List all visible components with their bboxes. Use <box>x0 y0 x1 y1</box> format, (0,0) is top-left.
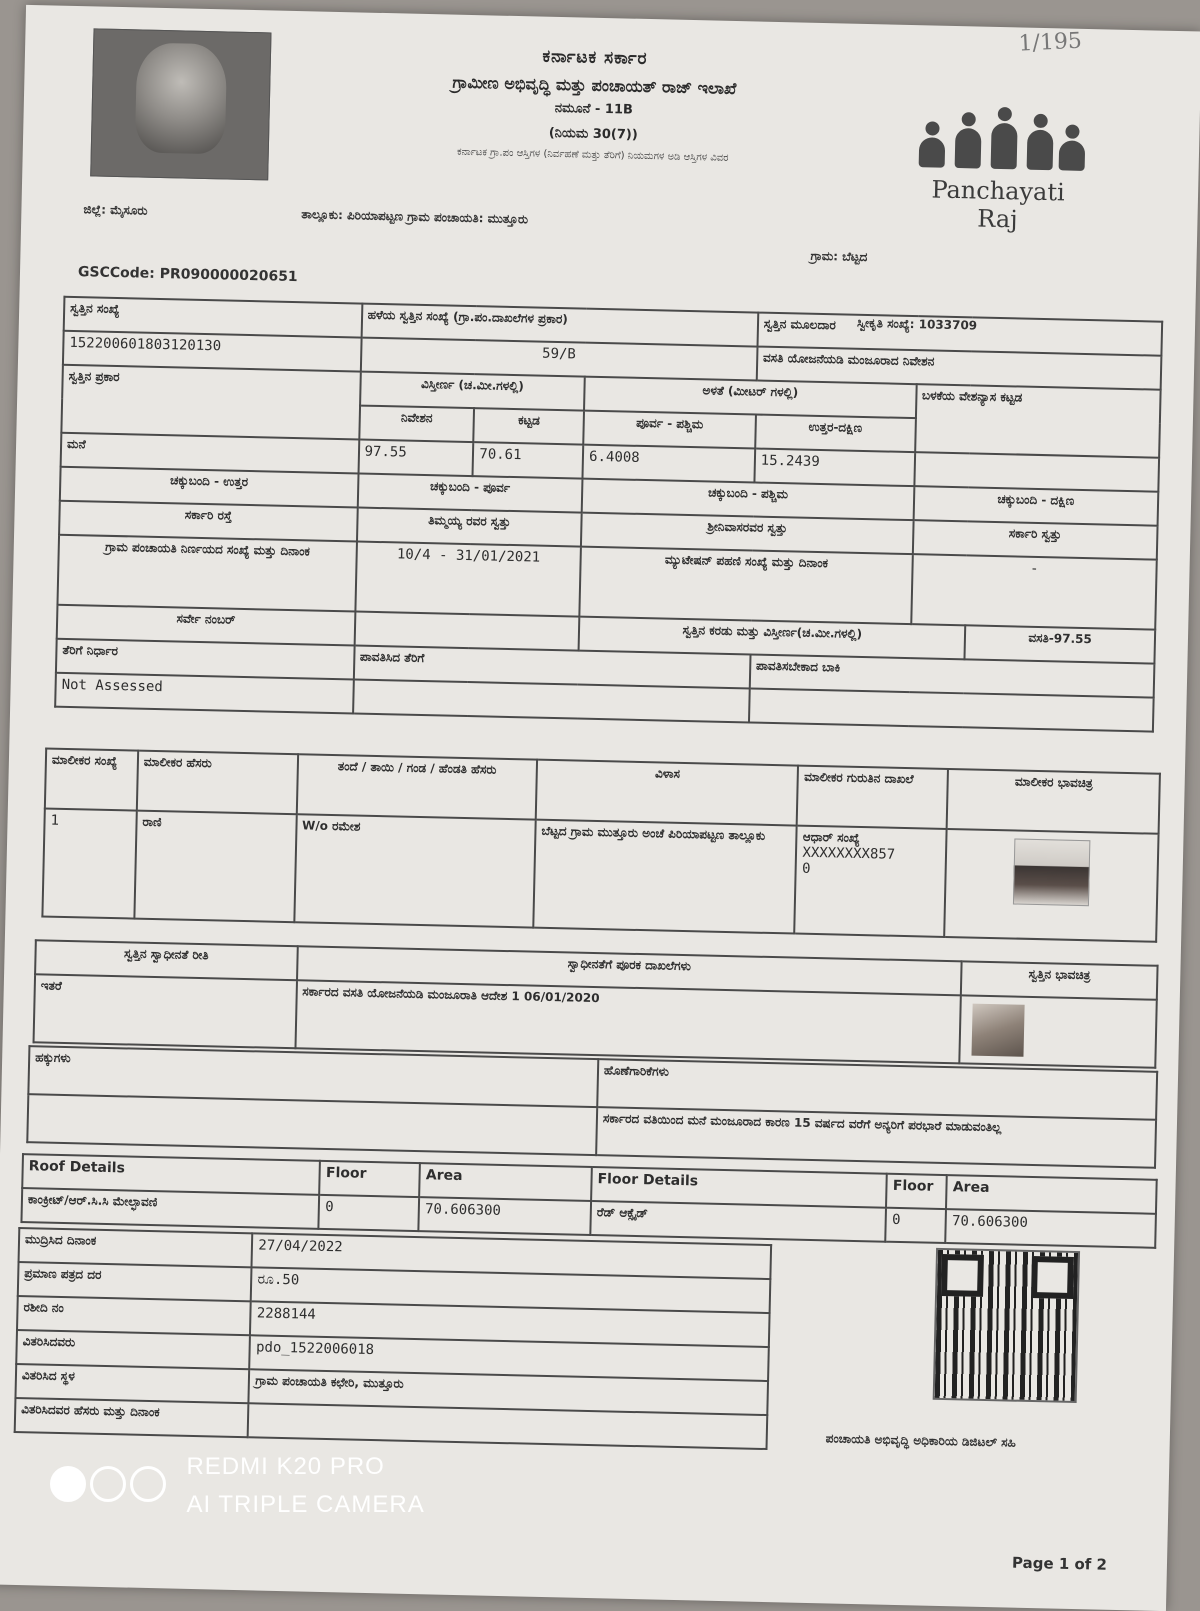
id-number: XXXXXXXX857 <box>802 844 896 863</box>
roof-floor-label: Floor <box>320 1161 421 1197</box>
survey-value <box>354 611 579 650</box>
document-page <box>0 5 1200 1611</box>
print-info-table <box>14 1227 772 1450</box>
south-boundary-label: ಚಕ್ಕುಬಂದಿ - ದಕ್ಷಿಣ <box>913 486 1158 526</box>
department-title: ಗ್ರಾಮೀಣ ಅಭಿವೃದ್ಧಿ ಮತ್ತು ಪಂಚಾಯತ್ ರಾಜ್ ಇಲಾಖೆ <box>452 72 737 98</box>
south-boundary-value: ಸರ್ಕಾರಿ ಸ್ವತ್ತು <box>912 520 1157 560</box>
print-date-value: 27/04/2022 <box>252 1233 771 1279</box>
handwritten-note: 1/195 <box>1017 28 1083 57</box>
owner-photo-cell <box>944 829 1158 942</box>
panchayati-raj-logo <box>907 109 1090 235</box>
old-number-label: ಹಳೆಯ ಸ್ವತ್ತಿನ ಸಂಖ್ಯೆ (ಗ್ರಾ.ಪಂ.ದಾಖಲೆಗಳ ಪ್ರಕಾರ) <box>361 304 758 347</box>
receipt-value: 2288144 <box>250 1301 769 1347</box>
burden-value: ಸರ್ಕಾರದ ವತಿಯಿಂದ ಮನೆ ಮಂಜೂರಾದ ಕಾರಣ 15 ವರ್ಷದ ವರೆಗೆ ಅನ್ಯರಿಗೆ ಪರಭಾರೆ ಮಾಡುವಂತಿಲ್ಲ <box>596 1107 1156 1168</box>
owner-no-header: ಮಾಲೀಕರ ಸಂಖ್ಯೆ <box>45 749 138 811</box>
owner-name-header: ಮಾಲೀಕರ ಹೆಸರು <box>137 751 298 815</box>
north-south-label: ಉತ್ತರ-ದಕ್ಷಿಣ <box>755 415 915 453</box>
document-header <box>313 41 875 167</box>
roof-area: 70.606300 <box>419 1197 591 1235</box>
owner-id-cell <box>795 826 947 937</box>
people-icon <box>909 109 1090 171</box>
roof-floor: 0 <box>319 1195 420 1231</box>
built-area-value: 70.61 <box>473 442 584 478</box>
owner-photo <box>1013 839 1090 907</box>
taluk-gp: ತಾಲ್ಲೂಕು: ಪಿರಿಯಾಪಟ್ಟಣ ಗ್ರಾಮ ಪಂಚಾಯತಿ: ಮುತ್ತೂರು <box>301 207 529 227</box>
roof-type: ಕಾಂಕ್ರೀಟ್/ಆರ್.ಸಿ.ಸಿ ಮೇಲ್ಛಾವಣಿ <box>21 1188 319 1229</box>
north-boundary-label: ಚಕ್ಕುಬಂದಿ - ಉತ್ತರ <box>60 467 358 508</box>
ownership-doc-label: ಸ್ವಾಧೀನತೆಗೆ ಪೂರಕ ದಾಖಲೆಗಳು <box>297 946 962 995</box>
mutation-value: - <box>911 554 1157 630</box>
floor-area: 70.606300 <box>946 1209 1156 1248</box>
north-boundary-value: ಸರ್ಕಾರಿ ರಸ್ತೆ <box>59 501 357 542</box>
issue-place-label: ವಿತರಿಸಿದ ಸ್ಥಳ <box>15 1364 249 1403</box>
rights-label: ಹಕ್ಕುಗಳು <box>28 1046 598 1107</box>
site-area-value: 97.55 <box>358 440 474 477</box>
old-number-value: 59/B <box>360 338 757 381</box>
district: ಜಿಲ್ಲೆ: ಮೈಸೂರು <box>83 202 148 218</box>
owner-name: ರಾಣಿ <box>134 811 296 923</box>
tax-paid-label: ಪಾವತಿಸಿದ ತೆರಿಗೆ <box>353 645 750 688</box>
header-notice: ಕರ್ನಾಟಕ ಗ್ರಾ.ಪಂ ಆಸ್ತಿಗಳ (ನಿರ್ವಹಣೆ ಮತ್ತು ತೆರಿಗೆ) ನಿಯಮಗಳ ಅಡಿ ಆಸ್ತಿಗಳ ವಿವರ <box>456 146 729 164</box>
property-id-label: ಸ್ವತ್ತಿನ ಸಂಖ್ಯೆ <box>64 297 362 338</box>
floor-area-label: Area <box>946 1175 1156 1214</box>
tax-due-label: ಪಾವತಿಸಬೇಕಾದ ಬಾಕಿ <box>750 654 1155 697</box>
tax-assess-label: ತೆರಿಗೆ ನಿರ್ಧಾರ <box>56 639 354 680</box>
survey-area-value: ವಸತಿ-97.55 <box>965 625 1155 663</box>
fee-value: ರೂ.50 <box>251 1267 770 1313</box>
ownership-value: ಇತರೆ <box>34 974 297 1048</box>
fee-label: ಪ್ರಮಾಣ ಪತ್ರದ ದರ <box>18 1262 252 1301</box>
property-table <box>54 296 1163 733</box>
usage-value <box>914 452 1159 492</box>
survey-area-label: ಸ್ವತ್ತಿನ ಕರಡು ಮತ್ತು ವಿಸ್ತೀರ್ಣ(ಚ.ಮೀ.ಗಳಲ್ಲಿ) <box>579 617 966 660</box>
mutation-label: ಮ್ಯುಟೇಷನ್ ಪಹಣಿ ಸಂಖ್ಯೆ ಮತ್ತು ದಿನಾಂಕ <box>580 547 913 624</box>
relation-header: ತಂದೆ / ತಾಯಿ / ಗಂಡ / ಹೆಂಡತಿ ಹೆಸರು <box>296 754 537 819</box>
digital-signature-label: ಪಂಚಾಯತಿ ಅಭಿವೃದ್ಧಿ ಅಧಿಕಾರಿಯ ಡಿಜಿಟಲ್ ಸಹಿ <box>825 1431 1017 1450</box>
gsc-code: GSCCode: PR090000020651 <box>77 264 298 286</box>
source-label: ಸ್ವತ್ತಿನ ಮೂಲದಾರ <box>757 313 1162 356</box>
form-number: ನಮೂನೆ - 11B <box>554 100 634 118</box>
owner-photo-header: ಮಾಲೀಕರ ಭಾವಚಿತ್ರ <box>947 769 1160 834</box>
survey-label: ಸರ್ವೇ ನಂಬರ್ <box>57 605 355 646</box>
floor-label: Floor Details <box>591 1167 887 1208</box>
qr-code-icon <box>933 1248 1080 1403</box>
property-type-label: ಸ್ವತ್ತಿನ ಪ್ರಕಾರ <box>61 365 360 440</box>
built-label: ಕಟ್ಟಡ <box>474 408 585 444</box>
issued-by-label: ವಿತರಿಸಿದವರು <box>16 1330 250 1369</box>
burden-label: ಹೊಣೆಗಾರಿಕೆಗಳು <box>597 1059 1157 1120</box>
camera-dots-icon <box>50 1466 170 1507</box>
usage-label: ಬಳಕೆಯ ವೇಶನ್ಯಾಸ ಕಟ್ಟಡ <box>915 384 1161 458</box>
id-extra: 0 <box>801 860 811 877</box>
east-boundary-value: ತಿಮ್ಮಯ್ಯ ರವರ ಸ್ವತ್ತು <box>357 508 582 547</box>
address-header: ವಿಳಾಸ <box>536 760 799 826</box>
floor-floor-label: Floor <box>886 1174 947 1209</box>
source-value: ವಸತಿ ಯೋಜನೆಯಡಿ ಮಂಜೂರಾದ ನಿವೇಶನ <box>757 347 1162 390</box>
floor-floor: 0 <box>886 1208 947 1243</box>
property-type-value: ಮನೆ <box>61 433 359 474</box>
property-photo-label: ಸ್ವತ್ತಿನ ಭಾವಚಿತ್ರ <box>961 961 1157 999</box>
camera-watermark <box>50 1448 425 1524</box>
roof-label: Roof Details <box>22 1154 320 1195</box>
east-west-value: 6.4008 <box>583 445 755 483</box>
property-id-value: 152200601803120130 <box>63 331 361 372</box>
logo-text: Panchayati Raj <box>931 175 1066 234</box>
print-date-label: ಮುದ್ರಿಸಿದ ದಿನಾಂಕ <box>19 1228 253 1267</box>
resolution-label: ಗ್ರಾಮ ಪಂಚಾಯತಿ ನಿರ್ಣಯದ ಸಂಖ್ಯೆ ಮತ್ತು ದಿನಾಂಕ <box>57 535 356 612</box>
west-boundary-label: ಚಕ್ಕುಬಂದಿ - ಪಶ್ಚಿಮ <box>582 479 914 521</box>
roof-area-label: Area <box>419 1163 591 1201</box>
issued-by-value: pdo_1522006018 <box>250 1335 769 1381</box>
east-boundary-label: ಚಕ್ಕುಬಂದಿ - ಪೂರ್ವ <box>357 474 582 513</box>
floor-type: ರೆಡ್ ಆಕ್ಸೈಡ್ <box>590 1201 886 1242</box>
measure-label: ಅಳತೆ (ಮೀಟರ್ ಗಳಲ್ಲಿ) <box>584 377 916 419</box>
id-doc-header: ಮಾಲೀಕರ ಗುರುತಿನ ದಾಖಲೆ <box>797 766 948 829</box>
watermark-line-2: AI TRIPLE CAMERA <box>186 1491 425 1518</box>
site-label: ನಿವೇಶನ <box>359 406 475 443</box>
property-photo <box>972 1004 1025 1057</box>
tax-assess-value: Not Assessed <box>55 673 353 714</box>
owner-address: ಬೆಟ್ಟದ ಗ್ರಾಮ ಮುತ್ತೂರು ಅಂಚೆ ಪಿರಿಯಾಪಟ್ಟಣ ತಾಲ್ಲೂಕು <box>533 820 797 934</box>
karnataka-emblem-icon <box>90 28 271 180</box>
page-number: Page 1 of 2 <box>1011 1553 1108 1574</box>
government-title: ಕರ್ನಾಟಕ ಸರ್ಕಾರ <box>542 46 648 69</box>
receipt-label: ರಶೀದಿ ನಂ <box>17 1296 251 1335</box>
resolution-value: 10/4 - 31/01/2021 <box>355 541 581 616</box>
owner-table <box>41 747 1161 942</box>
id-type: ಆಧಾರ್ ಸಂಖ್ಯೆ <box>802 829 860 845</box>
east-west-label: ಪೂರ್ವ - ಪಶ್ಚಿಮ <box>583 411 755 449</box>
watermark-line-1: REDMI K20 PRO <box>186 1453 385 1480</box>
acknowledgement-number: ಸ್ವೀಕೃತಿ ಸಂಖ್ಯೆ: 1033709 <box>856 315 978 333</box>
property-photo-cell <box>960 995 1157 1067</box>
north-south-value: 15.2439 <box>754 449 914 487</box>
west-boundary-value: ಶ್ರೀನಿವಾಸರವರ ಸ್ವತ್ತು <box>581 513 913 555</box>
rule-section: (ನಿಯಮ 30(7)) <box>548 125 638 143</box>
ownership-label: ಸ್ವತ್ತಿನ ಸ್ವಾಧೀನತೆ ರೀತಿ <box>35 940 297 980</box>
owner-relation: W/o ರಮೇಶ <box>294 814 536 927</box>
issuer-name-label: ವಿತರಿಸಿದವರ ಹೆಸರು ಮತ್ತು ದಿನಾಂಕ <box>15 1398 249 1437</box>
dimensions-label: ವಿಸ್ತೀರ್ಣ (ಚ.ಮೀ.ಗಳಲ್ಲಿ) <box>360 372 585 411</box>
ownership-doc-value: ಸರ್ಕಾರದ ವಸತಿ ಯೋಜನೆಯಡಿ ಮಂಜೂರಾತಿ ಆದೇಶ 1 06/01/2020 <box>295 980 961 1063</box>
owner-no: 1 <box>42 808 136 918</box>
issue-place-value: ಗ್ರಾಮ ಪಂಚಾಯತಿ ಕಛೇರಿ, ಮುತ್ತೂರು <box>249 1369 768 1415</box>
village: ಗ್ರಾಮ: ಬೆಟ್ಟದ <box>810 248 868 265</box>
